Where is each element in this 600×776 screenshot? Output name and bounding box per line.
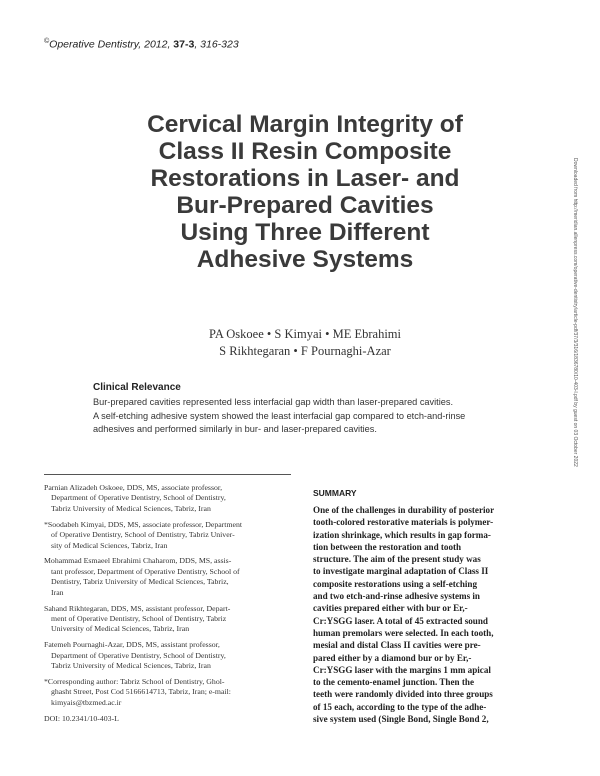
author-affiliations [44,483,290,724]
summary-line: to investigate marginal adaptation of Class II [313,566,489,577]
summary-line: of 15 each, according to the type of the adhe- [313,701,487,712]
summary-line: sive system used (Single Bond, Single Bond 2, [313,714,489,725]
summary-line: composite restorations using a self-etching [313,578,478,589]
download-watermark [572,158,584,658]
affiliation-line: tant professor, Department of Operative Dentistry, School of [51,566,240,576]
summary-line: human premolars were selected. In each tooth, [313,627,494,638]
affiliation-line: Parnian Alizadeh Oskoee, DDS, MS, associate professor, [44,483,223,492]
copyright-mark: © [44,38,50,45]
title-line: Adhesive Systems [196,246,414,273]
affiliation-line: Dentistry, Tabriz University of Medical Sciences, Tabriz, [51,577,229,587]
text-line: A self-etching adhesive system showed the least interfacial gap compared to etch-and-rinse [93,410,466,421]
affiliation [44,604,290,635]
affiliation [44,483,290,514]
title-line: Using Three Different [180,219,430,246]
summary-line: pared either by a diamond bur or by Er,- [313,652,472,663]
author-list [100,326,510,360]
affiliation-line: ghasht Street, Post Cod 5166614713, Tabriz, Iran; e-mail: [51,687,231,697]
author-line: S Rikhtegaran • F Pournaghi-Azar [219,344,391,358]
affiliation-line: Tabriz University of Medical Sciences, Tabriz, Iran [51,503,211,513]
author-line: PA Oskoee • S Kimyai • ME Ebrahimi [209,327,401,341]
summary-line: cavities prepared either with bur or Er,- [313,603,468,614]
affiliation-line: *Corresponding author: Tabriz School of Dentistry, Ghol- [44,677,225,686]
corresponding-author [44,677,290,708]
affiliation-line: Fatemeh Pournaghi-Azar, DDS, MS, assistant professor, [44,640,220,650]
affiliation [44,640,290,671]
email-link[interactable]: kimyais@tbzmed.ac.ir [51,697,122,707]
affiliation [44,520,290,551]
summary-line: Cr:YSGG laser. A total of 45 extracted sound [313,615,488,626]
summary-line: structure. The aim of the present study was [313,554,481,565]
affiliation-line: of Operative Dentistry, School of Dentistry, Tabriz Univer- [51,530,235,540]
summary-line: and two etch-and-rinse adhesive systems in [313,591,480,602]
clinical-relevance-text [93,396,523,437]
journal-volume: 37-3 [173,38,195,51]
summary-line: tion between the restoration and tooth [313,541,462,552]
summary-line: One of the challenges in durability of posterior [313,505,495,515]
summary-line: ization shrinkage, which results in gap forma- [313,529,491,540]
title-line: Cervical Margin Integrity of [147,111,463,138]
journal-pages: , 316-323 [194,38,239,51]
summary-heading: SUMMARY [313,488,357,498]
text-line: adhesives and performed similarly in bur- and laser-prepared cavities. [93,424,377,434]
article-title [60,111,550,273]
summary-text [313,504,559,725]
summary-line: teeth were randomly divided into three groups [313,689,493,700]
title-line: Class II Resin Composite [158,138,452,165]
summary-line: Cr:YSGG laser with the margins 1 mm apical [313,664,491,675]
journal-citation [44,38,239,51]
affiliation [44,556,290,598]
journal-name: Operative Dentistry [49,38,139,51]
affiliation-line: Iran [51,587,64,597]
affiliation-line: University of Medical Sciences, Tabriz, Iran [51,624,190,634]
affiliation-line: Mohammad Esmaeel Ebrahimi Chaharom, DDS, MS, assis- [44,556,232,566]
affiliation-line: Department of Operative Dentistry, School of Dentistry, [51,650,226,660]
title-line: Bur-Prepared Cavities [176,192,434,219]
text-line: Bur-prepared cavities represented less interfacial gap width than laser-prepared cavities. [93,397,454,407]
affiliation-line: *Soodabeh Kimyai, DDS, MS, associate professor, Department [44,519,243,529]
doi-link[interactable]: DOI: 10.2341/10-403-L [44,713,119,723]
affiliation-line: ment of Operative Dentistry, School of Dentistry, Tabriz [51,613,227,623]
summary-line: tooth-colored restorative materials is polymer- [313,517,494,528]
title-line: Restorations in Laser- and [150,165,460,192]
clinical-relevance-heading: Clinical Relevance [93,382,181,393]
affiliation-line: Tabriz University of Medical Sciences, Tabriz, Iran [51,661,211,671]
affiliation-line: sity of Medical Sciences, Tabriz, Iran [51,540,168,550]
affiliation-line: Sahand Rikhtegaran, DDS, MS, assistant professor, Depart- [44,603,231,613]
footnote-divider [44,474,291,475]
download-note: Downloaded from http://meridian.allenpress.com/operative-dentistry/article-pdf/37/3/316/1836780/10-403-l.pdf by guest on 03 October 2022 [572,158,578,467]
summary-line: to the cemento-enamel junction. Then the [313,677,474,688]
summary-line: mesial and distal Class II cavities were pre- [313,640,481,651]
affiliation-line: Department of Operative Dentistry, School of Dentistry, [51,493,226,503]
journal-year: , 2012, [138,38,174,51]
